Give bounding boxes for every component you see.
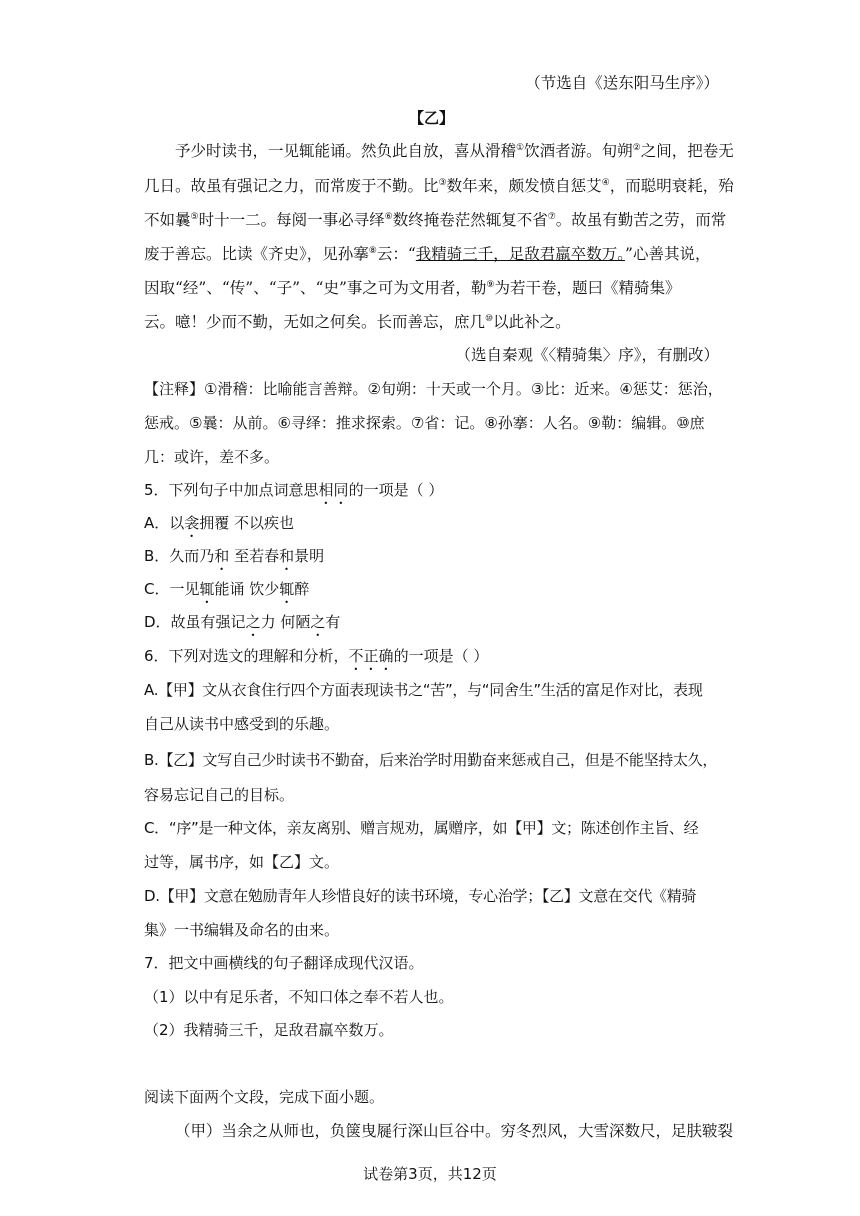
yi-line-5: 因取“经”、“传”、“子”、“史”事之可为文用者，勒⑨为若干卷，题曰《精骑集》 <box>144 279 681 297</box>
q7-sentence-1: （1）以中有足乐者，不知口体之奉不若人也。 <box>144 988 454 1006</box>
q5-option-a: A．以衾拥覆 不以疾也 <box>144 514 295 532</box>
q5-option-d: D．故虽有强记之力 何陋之有 <box>144 613 341 631</box>
notes-line-1: 【注释】①滑稽：比喻能言善辩。②旬朔：十天或一个月。③比：近来。④惩艾：惩治， <box>144 380 723 398</box>
yi-line-2: 几日。故虽有强记之力，而常废于不勤。比③数年来，颇发愤自惩艾④，而聪明衰耗，殆 <box>144 177 734 195</box>
yi-line-3: 不如曩⑤时十一二。每阅一事必寻绎⑥数终掩卷茫然辄复不省⑦。故虽有勤苦之劳，而常 <box>144 211 727 229</box>
notes-line-2: 惩戒。⑤曩：从前。⑥寻绎：推求探索。⑦省：记。⑧孙搴：人名。⑨勒：编辑。⑩庶 <box>144 414 705 432</box>
q5-option-b: B．久而乃和 至若春和景明 <box>144 547 325 565</box>
yi-line-6: 云。噫！少而不勤，无如之何矣。长而善忘，庶几⑩以此补之。 <box>144 313 571 331</box>
source-yi: （选自秦观《〈精骑集〉序》，有删改） <box>455 346 719 364</box>
next-section-jia: （甲）当余之从师也，负箧曳屣行深山巨谷中。穷冬烈风，大雪深数尺，足肤皲裂 <box>175 1122 734 1140</box>
next-section-intro: 阅读下面两个文段，完成下面小题。 <box>144 1088 385 1106</box>
source-jia: （节选自《送东阳马生序》） <box>525 74 719 92</box>
q6-option-d-line-2: 集》一书编辑及命名的由来。 <box>144 921 340 939</box>
q5-stem: 5．下列句子中加点词意思相同的一项是（ ） <box>144 481 444 499</box>
q6-option-b-line-2: 容易忘记自己的目标。 <box>144 786 295 804</box>
q7-stem: 7．把文中画横线的句子翻译成现代汉语。 <box>144 954 424 972</box>
yi-line-1: 予少时读书，一见辄能诵。然负此自放，喜从滑稽①饮酒者游。旬朔②之间，把卷无 <box>175 142 734 160</box>
q6-option-a-line-2: 自己从读书中感受到的乐趣。 <box>144 715 340 733</box>
heading-yi: 【乙】 <box>408 109 454 127</box>
q6-option-b-line-1: B.【乙】文写自己少时读书不勤奋，后来治学时用勤奋来惩戒自己，但是不能坚持太久， <box>144 751 718 769</box>
q6-option-c-line-1: C．“序”是一种文体，亲友离别、赠言规劝，属赠序，如【甲】文；陈述创作主旨、经 <box>144 819 699 837</box>
q6-option-c-line-2: 过等，属书序，如【乙】文。 <box>144 853 340 871</box>
q6-stem: 6．下列对选文的理解和分析，不正确的一项是（ ） <box>144 647 489 665</box>
q6-option-a-line-1: A.【甲】文从衣食住行四个方面表现读书之“苦”，与“同舍生”生活的富足作对比，表现 <box>144 681 703 699</box>
q5-option-c: C．一见辄能诵 饮少辄醉 <box>144 580 310 598</box>
page-footer: 试卷第3页，共12页 <box>363 1165 497 1183</box>
q7-sentence-2: （2）我精骑三千，足敌君羸卒数万。 <box>144 1021 394 1039</box>
q6-option-d-line-1: D.【甲】文意在勉励青年人珍惜良好的读书环境，专心治学；【乙】文意在交代《精骑 <box>144 887 697 905</box>
underlined-sentence: 我精骑三千，足敌君羸卒数万。 <box>415 245 626 263</box>
notes-line-3: 几：或许，差不多。 <box>144 448 280 466</box>
yi-line-4: 废于善忘。比读《齐史》，见孙搴⑧云：“我精骑三千，足敌君羸卒数万。”心善其说， <box>144 245 711 263</box>
